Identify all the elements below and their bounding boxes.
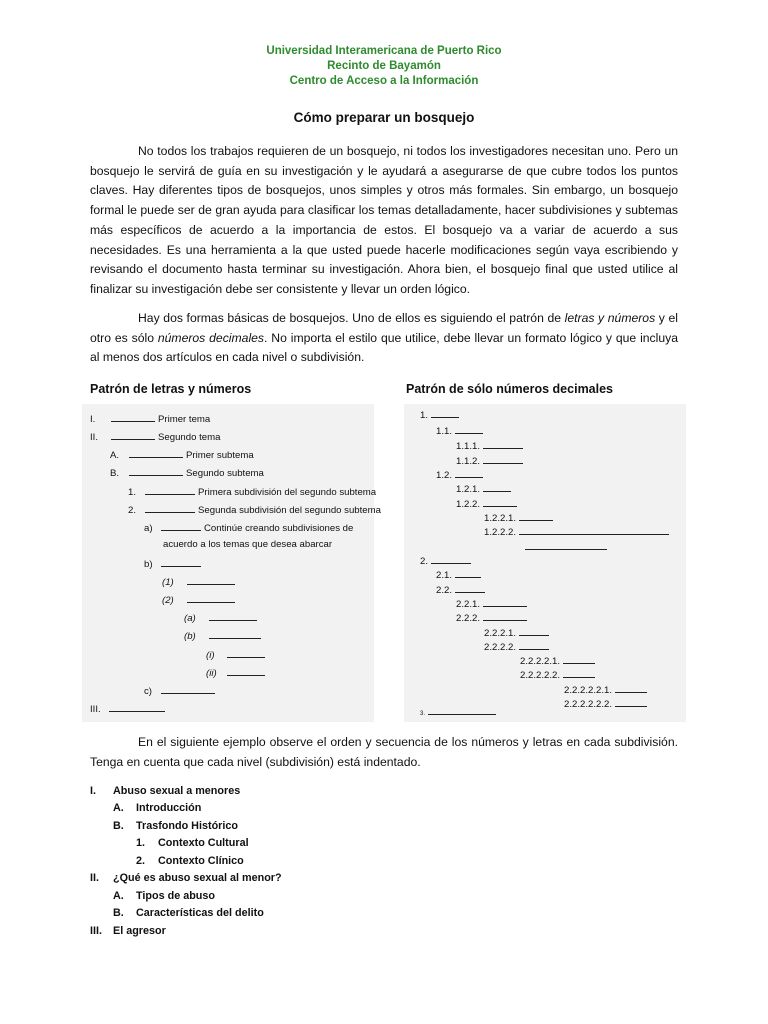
forms-text-a: Hay dos formas básicas de bosquejos. Uno de ellos es siguiendo el patrón de: [138, 311, 565, 325]
outline-line: 1.: [420, 408, 462, 421]
outline-line: b): [144, 557, 204, 570]
outline-line: 1.1.1.: [456, 439, 526, 452]
campus-name: Recinto de Bayamón: [327, 60, 441, 72]
example-text: En el siguiente ejemplo observe el orden y secuencia de los números y letras en cada subdivisión. Tenga en cuenta que cada nivel (subdivisión) está indentado.: [90, 735, 678, 769]
outline-line: (a): [184, 611, 260, 624]
outline-line: 1.2.2.: [456, 497, 520, 510]
outline-line: A. Primer subtema: [110, 450, 254, 461]
outline-line: 2.2.1.: [456, 597, 530, 610]
outline-line: 2.: [420, 554, 474, 567]
outline-line: 2.2.: [436, 583, 488, 596]
letters-pattern-panel: [82, 404, 381, 722]
outline-line: c): [144, 684, 218, 697]
outline-line: II. Segundo tema: [90, 432, 221, 443]
outline-line: (2): [162, 593, 238, 606]
letters-pattern-heading: Patrón de letras y números: [90, 382, 252, 396]
forms-text-c: . No importa el estilo que utilice, debe llevar un formato lógico y que incluya al menos dos artículos en cada nivel o subdivisión.: [90, 330, 679, 365]
example-item: B. Trasfondo Histórico: [113, 820, 238, 832]
example-item: A. Tipos de abuso: [113, 890, 215, 902]
example-paragraph: [90, 733, 678, 772]
example-item: B. Características del delito: [113, 907, 264, 919]
intro-text: No todos los trabajos requieren de un bosquejo, ni todos los investigadores necesitan uno. Pero un bosquejo le servirá de guía en su investigación y le ayudará a asegurarse de que cubre todos los puntos claves. Hay diferentes tipos de bosquejos, unos simples y otros más formales. Sin embargo, un bosquejo formal le puede ser de gran ayuda para clasificar los temas detalladamente, hacer subdivisiones y subtemas más específicos de acuerdo a la importancia de estos. El bosquejo va a variar de acuerdo a sus necesidades. Es una herramienta a la que usted puede hacerle modificaciones según vaya escribiendo y revisando el documento hasta terminar su investigación. Ahora bien, el bosquejo final que usted utilice al finalizar su investigación debe ser consistente y llevar un orden lógico.: [90, 144, 678, 296]
outline-line: 1. Primera subdivisión del segundo subtema: [128, 487, 377, 498]
decimal-pattern-heading: Patrón de sólo números decimales: [406, 382, 614, 396]
outline-line: 1.2.2.1.: [484, 511, 556, 524]
university-name: Universidad Interamericana de Puerto Rico: [266, 45, 502, 57]
outline-line: 1.2.2.2.: [484, 525, 672, 538]
example-item: 1. Contexto Cultural: [136, 837, 249, 849]
forms-paragraph: [90, 309, 678, 368]
outline-line: 1.1.: [436, 424, 486, 437]
outline-line: 2.2.2.2.: [484, 640, 552, 653]
outline-line: 1.1.2.: [456, 454, 526, 467]
example-item: I. Abuso sexual a menores: [90, 785, 241, 797]
forms-text-b: y el otro es sólo: [90, 311, 678, 345]
outline-line: a) Continúe creando subdivisiones de: [144, 523, 354, 534]
outline-line: 1.2.1.: [456, 482, 514, 495]
outline-line: 2.2.2.1.: [484, 626, 552, 639]
outline-line: I. Primer tema: [90, 414, 211, 425]
example-item: 2. Contexto Clínico: [136, 855, 244, 867]
outline-line: 2.1.: [436, 568, 484, 581]
forms-text-em1: letras y números: [564, 311, 656, 325]
example-item: A. Introducción: [113, 802, 202, 814]
outline-line: 2.2.2.2.1.: [520, 654, 598, 667]
outline-line: (i): [206, 648, 268, 661]
outline-line: 2.2.2.2.2.1.: [564, 683, 650, 696]
intro-paragraph: [90, 142, 678, 300]
forms-text-em2: números decimales: [157, 330, 265, 345]
outline-line: (b): [184, 629, 264, 642]
outline-line: 2.2.2.2.2.: [520, 668, 598, 681]
outline-line: 2.2.2.: [456, 611, 530, 624]
example-item: III. El agresor: [90, 925, 166, 937]
outline-line: 2. Segunda subdivisión del segundo subtema: [128, 505, 381, 516]
example-item: II. ¿Qué es abuso sexual al menor?: [90, 872, 282, 884]
outline-line: III.: [90, 702, 168, 715]
outline-line: [522, 540, 610, 553]
document-header: [0, 44, 768, 89]
decimal-pattern-panel: [404, 404, 686, 722]
outline-line: 3.: [420, 708, 499, 717]
outline-line: 2.2.2.2.2.2.: [564, 697, 650, 710]
outline-line: 1.2.: [436, 468, 486, 481]
outline-line: (ii): [206, 666, 268, 679]
outline-line: (1): [162, 575, 238, 588]
center-name: Centro de Acceso a la Información: [289, 75, 479, 87]
page-title: Cómo preparar un bosquejo: [293, 110, 475, 125]
outline-line: B. Segundo subtema: [110, 468, 264, 479]
outline-line: acuerdo a los temas que desea abarcar: [163, 539, 333, 550]
